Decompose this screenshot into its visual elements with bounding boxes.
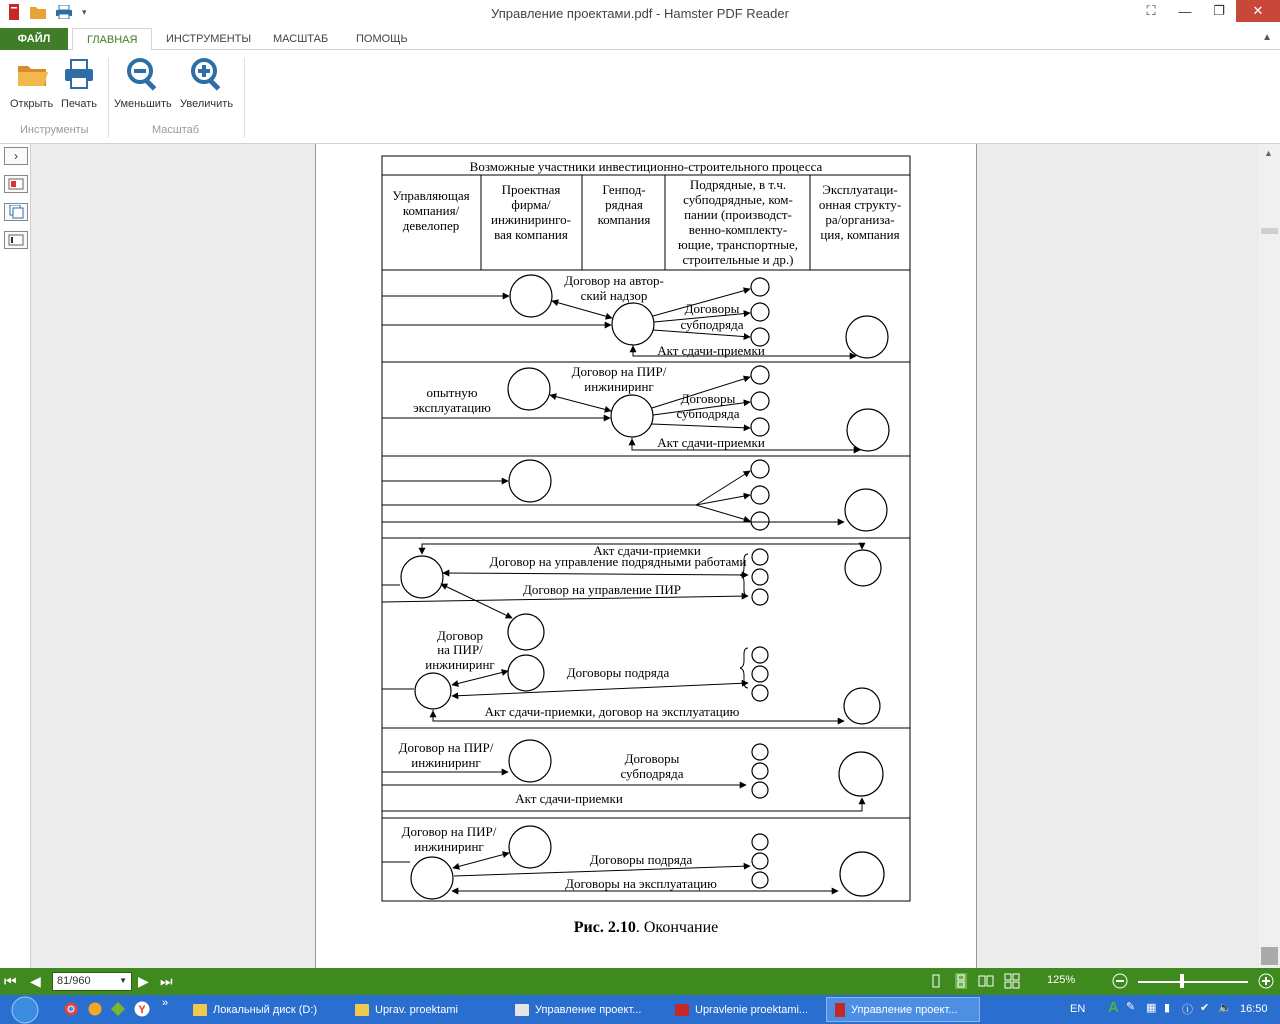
ribbon [0,50,1280,144]
expand-panel-button[interactable] [4,147,28,165]
pages-button[interactable] [4,203,28,221]
ribbon-tabs [0,28,1280,50]
document-icon [515,1004,529,1016]
col3-line: рядная [605,197,643,212]
col2-line: инжиниринго- [490,212,572,227]
zoom-plus-icon[interactable] [1258,973,1274,989]
header-main: Возможные участники инвестиционно-строительного процесса [469,159,823,174]
chrome-icon[interactable] [64,1002,78,1016]
taskbar-item-active[interactable] [826,997,980,1022]
r5-act-label: Акт сдачи-приемки [515,791,623,806]
next-page-icon[interactable]: ▶ [138,973,149,989]
r5-pir-label: Договор на ПИР/ [398,740,494,755]
r6-contracts-label: Договоры подряда [589,852,693,867]
first-page-icon[interactable]: ⏮ [4,973,17,989]
taskbar-item[interactable] [184,997,342,1022]
minimize-button[interactable]: — [1178,3,1192,19]
check-tray-icon[interactable]: ✔ [1200,1002,1210,1014]
col2-line: Проектная [501,182,561,197]
group-separator [108,58,109,138]
pages-icon [8,205,24,219]
diagram-figure [316,144,976,968]
col5-line: ция, компания [820,227,900,242]
chevron-right-icon: › [14,149,18,163]
taskbar-item[interactable] [346,997,504,1022]
scroll-up-icon[interactable]: ▲ [1264,148,1273,158]
folder-icon [355,1004,369,1016]
col5-line: онная структу- [818,197,902,212]
restore-button[interactable]: ❐ [1213,3,1225,18]
zoom-in-icon [189,56,225,92]
scroll-thumb[interactable] [1261,947,1278,965]
pdf-reader-icon [835,1003,845,1017]
open-folder-icon [14,56,50,92]
print-button[interactable] [61,56,97,110]
col5-line: Эксплуатаци- [822,182,898,197]
col1-line: Управляющая [392,188,470,203]
r1-act-label: Акт сдачи-приемки [657,343,765,358]
info-tray-icon[interactable]: ⓘ [1182,1004,1193,1016]
zoom-out-button[interactable] [114,56,172,110]
vertical-scrollbar[interactable] [1259,144,1280,968]
open-label: Открыть [10,98,54,110]
two-page-view-icon[interactable] [978,973,994,989]
r2-contract-label: инжиниринг [584,379,654,394]
antivirus-icon[interactable]: A [1108,999,1119,1016]
taskbar-item-label: Upravlenie proektami... [695,1003,809,1016]
col1-line: девелопер [402,218,460,233]
tab-file[interactable]: ФАЙЛ [0,28,68,50]
zoom-in-label: Увеличить [180,98,234,110]
r4-manage-label: Договор на управление подрядными работами [489,554,747,569]
r5-pir-label: инжиниринг [411,755,481,770]
r4-pir-label: на ПИР/ [437,642,483,657]
zoom-minus-icon[interactable] [1112,973,1128,989]
last-page-icon[interactable]: ⏭ [160,973,173,989]
printer-icon [61,56,97,92]
document-area[interactable] [31,144,1259,968]
taskbar-item[interactable] [506,997,664,1022]
yandex-browser-icon[interactable] [134,1001,150,1017]
zoom-out-label: Уменьшить [114,98,172,110]
flag-tray-icon[interactable]: ▦ [1146,1002,1157,1014]
r2-contract-label: Договор на ПИР/ [571,364,667,379]
page-number-value: 81/960 [57,975,91,987]
r1-sub-label: субподряда [680,317,744,332]
close-button[interactable]: ✕ [1236,0,1280,22]
thumbnails-button[interactable] [4,175,28,193]
taskbar-item[interactable] [666,997,824,1022]
tab-scale[interactable]: МАСШТАБ [273,33,329,45]
zoom-slider[interactable] [1138,981,1248,983]
zoom-in-button[interactable] [180,56,233,110]
zoom-slider-thumb[interactable] [1180,974,1184,988]
col4-line: венно-комплекту- [688,222,788,237]
r2-act-label: Акт сдачи-приемки [657,435,765,450]
title-bar [0,0,1280,28]
r2-sub-label: Договоры [680,391,736,406]
mail-agent-icon[interactable] [88,1002,102,1016]
taskbar-item-label: Локальный диск (D:) [213,1003,318,1016]
tab-tools[interactable]: ИНСТРУМЕНТЫ [166,33,252,45]
bookmarks-icon [8,234,24,246]
group-label-tools: Инструменты [20,124,89,136]
col5-line: ра/организа- [825,212,895,227]
single-page-view-icon[interactable] [928,973,944,989]
window-title: Управление проектами.pdf - Hamster PDF Reader [491,6,789,21]
side-panel [0,144,31,968]
chevron-down-icon[interactable]: ▼ [119,976,127,985]
col3-line: Генпод- [602,182,646,197]
col4-line: пании (производст- [684,207,792,222]
r2-sub-label: субподряда [676,406,740,421]
zoom-level: 125% [1047,974,1076,986]
pen-tray-icon[interactable]: ✎ [1126,1001,1136,1013]
pdf-page [315,144,977,968]
utorrent-icon[interactable] [111,1002,125,1016]
open-button[interactable] [10,56,53,110]
col2-line: фирма/ [511,197,551,212]
print-label: Печать [61,98,98,110]
status-bar [0,968,1280,995]
r6-pir-label: Договор на ПИР/ [401,824,497,839]
scroll-marker [1261,228,1278,234]
group-separator [244,58,245,138]
figure-caption [574,919,719,936]
caption-rest: . Окончание [635,919,719,936]
tab-help[interactable]: ПОМОЩЬ [356,33,408,45]
r5-sub-label: Договоры [624,751,680,766]
fullscreen-icon[interactable]: ⛶ [1146,3,1156,18]
r1-contract-label: Договор на автор- [564,273,664,288]
network-tray-icon[interactable]: ▮ [1164,1002,1171,1014]
taskbar [0,995,1280,1024]
r5-sub-label: субподряда [620,766,684,781]
clock[interactable]: 16:50 [1240,1003,1268,1015]
r4-contracts-label: Договоры подряда [566,665,670,680]
caption-bold: Рис. 2.10 [573,919,636,936]
col4-line: Подрядные, в т.ч. [689,177,787,192]
group-label-scale: Масштаб [152,124,200,136]
taskbar-item-label: Управление проект... [851,1003,958,1016]
r4-manage-pir-label: Договор на управление ПИР [522,582,682,597]
diagram-grid [382,156,910,901]
page-number-input[interactable] [52,972,132,991]
col1-line: компания/ [402,203,460,218]
continuous-view-icon[interactable] [953,973,969,989]
svg-text:Y: Y [138,1004,146,1016]
r1-sub-label: Договоры [684,301,740,316]
two-page-continuous-icon[interactable] [1004,973,1020,989]
col4-line: строительные и др.) [682,252,794,267]
bookmarks-button[interactable] [4,231,28,249]
tab-home[interactable]: ГЛАВНАЯ [72,28,152,51]
r2-left-label: опытную [426,385,478,400]
taskbar-item-label: Управление проект... [535,1003,642,1016]
start-button-icon[interactable] [10,996,40,1024]
r4-act-label: Акт сдачи-приемки [593,543,701,558]
col4-line: ющие, транспортные, [678,237,798,252]
r4-act2-label: Акт сдачи-приемки, договор на эксплуатацию [484,704,740,719]
r2-left-label: эксплуатацию [413,400,491,415]
r6-pir-label: инжиниринг [414,839,484,854]
zoom-out-icon [125,56,161,92]
language-indicator[interactable]: EN [1070,1003,1086,1015]
col2-line: вая компания [494,227,568,242]
taskbar-item-label: Uprav. proektami [375,1003,458,1016]
window-controls [1134,0,1280,22]
more-quicklaunch-icon[interactable]: » [162,997,169,1009]
col4-line: субподрядные, ком- [683,192,793,207]
r1-contract-label: ский надзор [580,288,648,303]
folder-icon [193,1004,207,1016]
r4-pir-label: Договор [437,628,483,643]
volume-icon[interactable]: 🔈 [1218,1002,1232,1014]
r4-pir-label: инжиниринг [425,657,495,672]
col3-line: компания [597,212,651,227]
ribbon-collapse-icon[interactable]: ▲ [1262,32,1272,43]
customize-dropdown-icon[interactable]: ▾ [82,6,87,17]
prev-page-icon[interactable]: ◀ [30,973,41,989]
rar-icon [675,1004,689,1016]
thumbnails-icon [8,178,24,190]
r6-exploit-label: Договоры на эксплуатацию [565,876,717,891]
